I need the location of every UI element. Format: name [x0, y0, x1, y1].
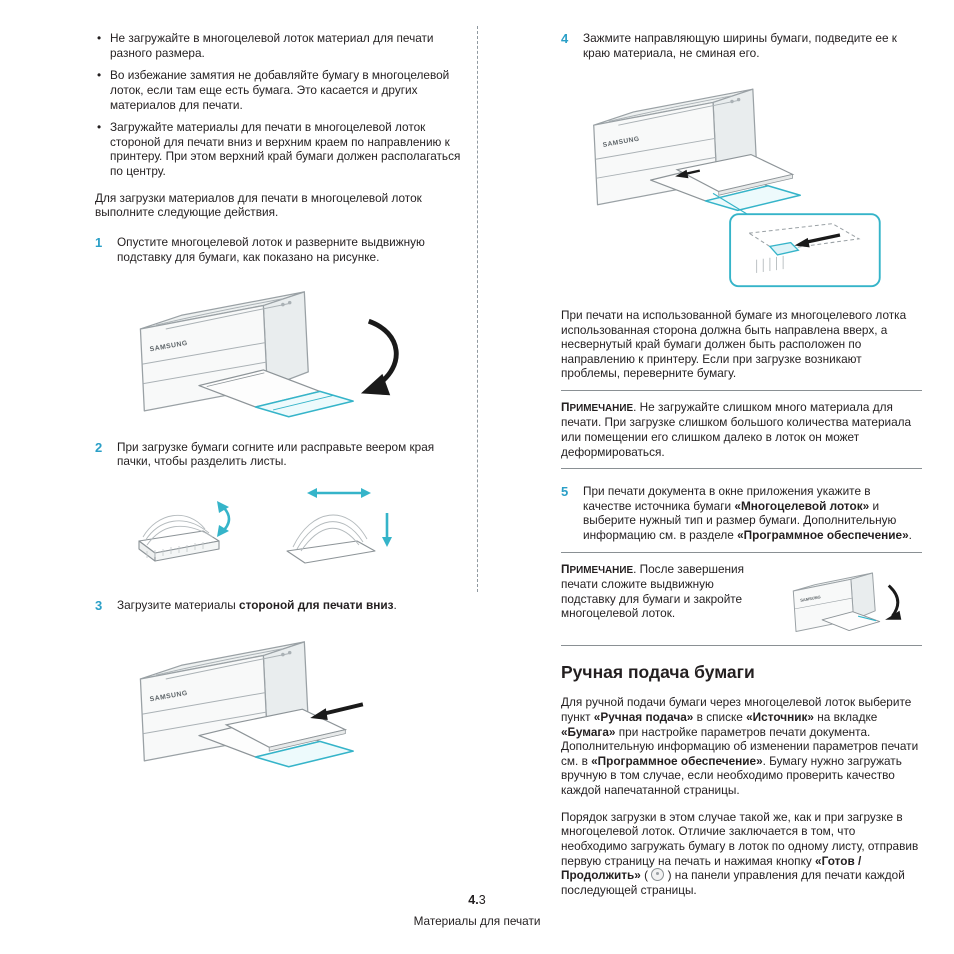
figure-step1-printer-open-tray	[117, 274, 461, 425]
step-5-text: При печати документа в окне приложения укажите в качестве источника бумаги «Многоцелевой лоток» и выберите нужный тип и размер бумаги. Дополнительную информацию см. в разделе «Программное обеспечение».	[583, 484, 912, 543]
divider-line	[561, 552, 922, 553]
manual-feed-paragraph-2	[561, 810, 922, 898]
step-3-number: 3	[95, 597, 103, 613]
note-close-tray: ПРИМЕЧАНИЕ. После завершения печати сложите выдвижную подставку для бумаги и закройте многоцелевой лоток.	[561, 561, 745, 621]
step-2-text: При загрузке бумаги согните или расправьте веером края пачки, чтобы разделить листы.	[117, 439, 435, 469]
bullet-item: • Во избежание замятия не добавляйте бумагу в многоцелевой лоток, если там еще есть бумага. Это касается и других материалов для печати.	[95, 68, 461, 112]
flex-fan-paper-illustration	[117, 479, 417, 579]
bullet-item: • Не загружайте в многоцелевой лоток материал для печати разного размера.	[95, 31, 461, 60]
figure-mini-printer-close-tray	[777, 562, 922, 636]
note-close-tray-row	[561, 562, 922, 636]
svg-text:SAMSUNG: SAMSUNG	[799, 593, 821, 603]
step-5-number: 5	[561, 484, 569, 500]
printer-load-paper-illustration	[117, 624, 439, 771]
right-column	[561, 31, 922, 897]
svg-text:SAMSUNG: SAMSUNG	[149, 689, 189, 704]
manual-feed-paragraph-2-part-b: ) на панели управления для печати каждой последующей страницы.	[561, 868, 905, 897]
step-2	[95, 440, 461, 469]
bullet-list	[95, 31, 461, 179]
svg-text:SAMSUNG: SAMSUNG	[602, 135, 641, 150]
bullet-item: • Загружайте материалы для печати в многоцелевой лоток стороной для печати вниз и верхним краем по направлению к принтеру. При этом верхний край бумаги должен располагаться по центру.	[95, 120, 461, 179]
intro-paragraph: Для загрузки материалов для печати в многоцелевой лоток выполните следующие действия.	[95, 190, 422, 220]
used-paper-paragraph: При печати на использованной бумаге из многоцелевого лотка использованная сторона должна быть направлена вверх, а несвернутый край бумаги должен быть расположен по направлению к принтеру. Если при загрузке возникают проблемы, переверните бумагу.	[561, 307, 907, 381]
figure-step4-width-guide	[571, 72, 922, 296]
step-3	[95, 598, 461, 614]
section-title-manual-feed: Ручная подача бумаги	[561, 661, 755, 682]
footer-title: Материалы для печати	[413, 914, 541, 928]
figure-step3-load-paper	[117, 624, 461, 775]
step-2-number: 2	[95, 439, 103, 455]
note-overload: ПРИМЕЧАНИЕ. Не загружайте слишком много материала для печати. При загрузке слишком большого количества материала или помещении его слишком далеко в лоток он может деформироваться.	[561, 400, 912, 459]
step-5	[561, 484, 922, 543]
svg-text:SAMSUNG: SAMSUNG	[149, 339, 189, 354]
manual-feed-paragraph-2-part-a: Порядок загрузки в этом случае такой же, как и при загрузке в многоцелевой лоток. Отличие заключается в том, что необходимо загружать бумагу в лоток по одному листу, отправив первую страницу на печать и нажимая кнопку «Готов / Продолжить» (	[561, 809, 919, 883]
step-3-text: Загрузите материалы стороной для печати вниз.	[117, 597, 397, 612]
page-number	[0, 893, 954, 907]
ready-continue-button-icon	[651, 868, 664, 881]
step-1-number: 1	[95, 234, 103, 250]
step-4-number: 4	[561, 31, 569, 46]
divider-line	[561, 468, 922, 469]
divider-line	[561, 390, 922, 391]
step-1-text: Опустите многоцелевой лоток и разверните выдвижную подставку для бумаги, как показано на рисунке.	[117, 234, 425, 264]
step-4	[561, 31, 922, 60]
step-4-text: Зажмите направляющую ширины бумаги, подведите ее к краю материала, не сминая его.	[583, 31, 897, 60]
figure-step2-flex-fan-paper	[117, 479, 461, 583]
step-1	[95, 235, 461, 264]
left-column	[95, 31, 461, 776]
divider-line	[561, 645, 922, 646]
printer-width-guide-illustration	[571, 72, 893, 292]
printer-open-tray-illustration	[117, 274, 439, 421]
page-number-chapter: 4.	[468, 893, 479, 907]
page-number-page: 3	[478, 893, 486, 907]
column-divider-dashed-line	[477, 26, 478, 592]
manual-feed-paragraph-1: Для ручной подачи бумаги через многоцелевой лоток выберите пункт «Ручная подача» в списке «Источник» на вкладке «Бумага» при настройке параметров печати документа. Дополнительную информацию об изменении параметров печати см. в «Программное обеспечение». Бумагу нужно загружать вручную в том случае, если необходимо проверить качество каждой напечатанной страницы.	[561, 695, 919, 798]
mini-printer-illustration	[782, 564, 918, 636]
